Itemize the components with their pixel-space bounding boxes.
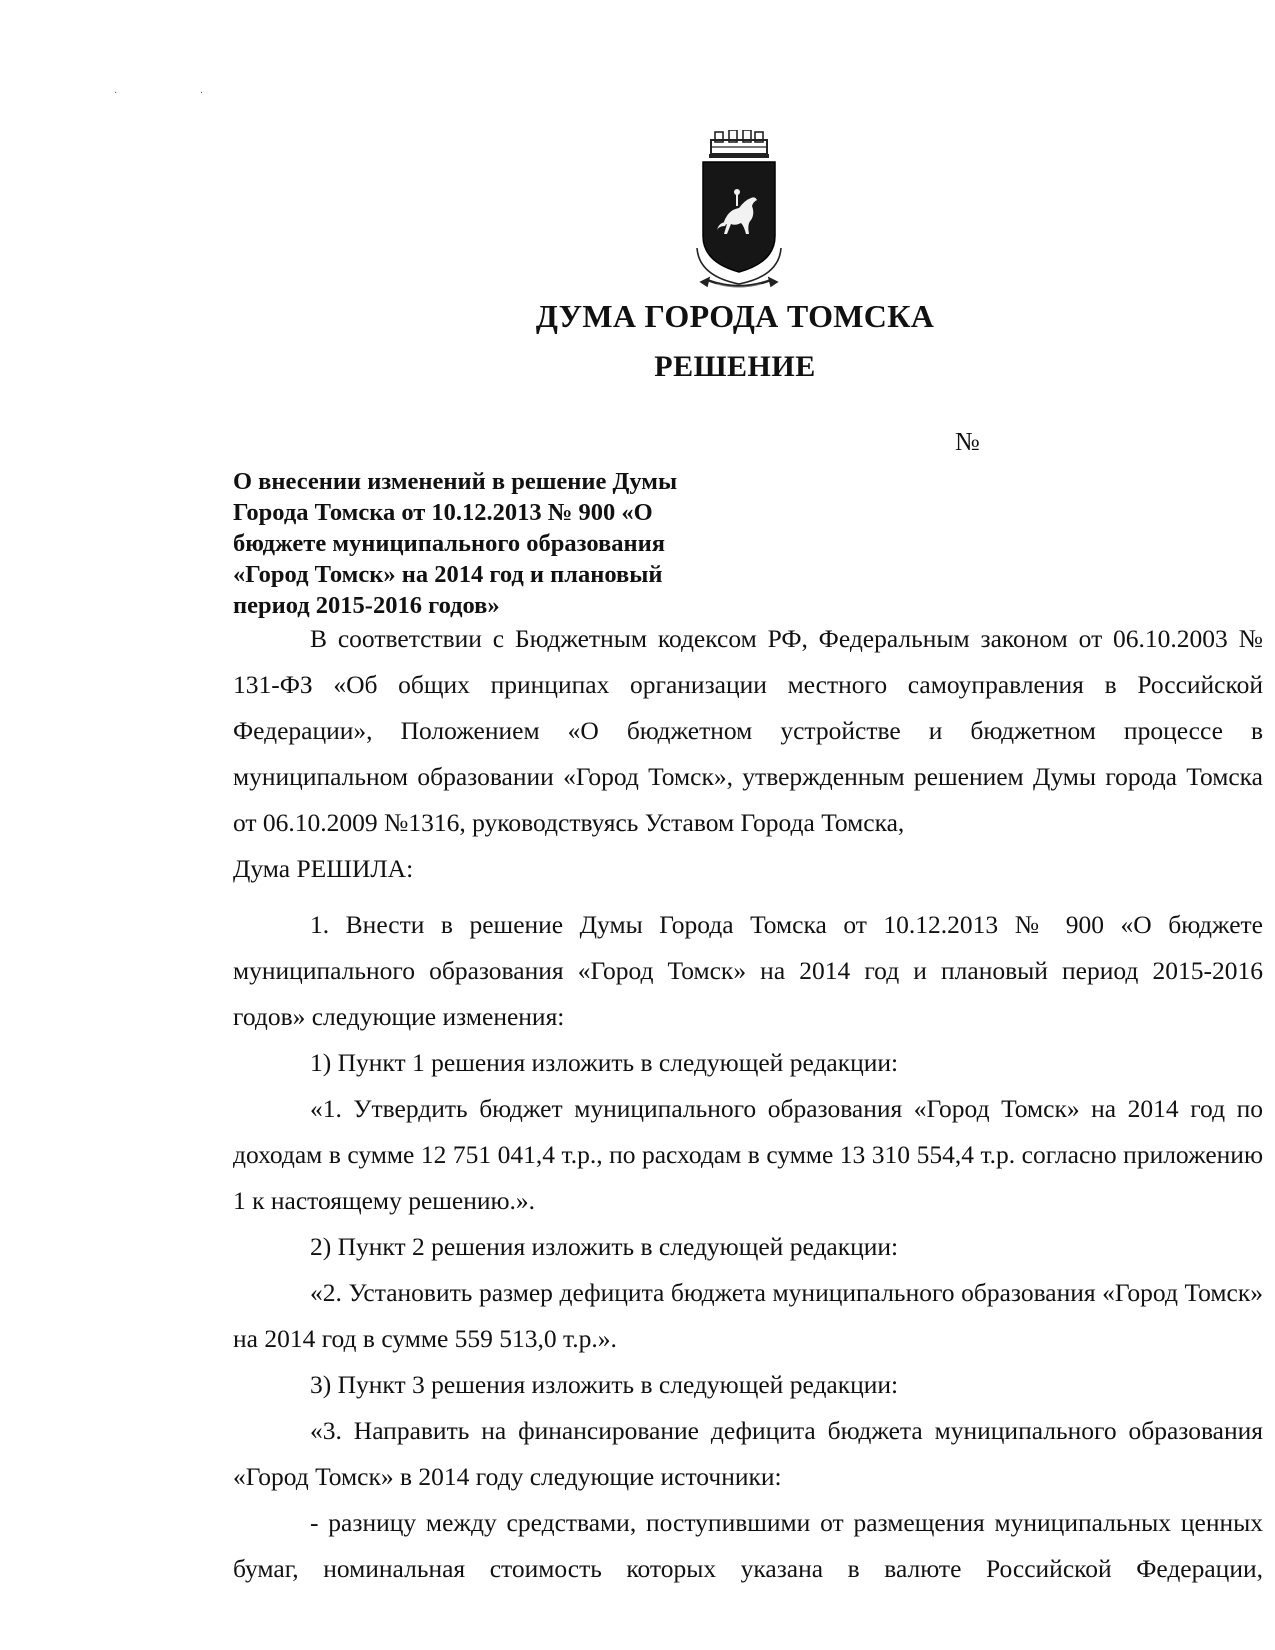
body-paragraph: 2) Пункт 2 решения изложить в следующей редакции: bbox=[310, 1232, 899, 1261]
resolved-heading-block bbox=[233, 846, 1263, 892]
preamble-block bbox=[233, 616, 1263, 846]
subject-line: «Город Томск» на 2014 год и плановый bbox=[233, 561, 663, 588]
decision-number-field: № bbox=[955, 427, 980, 456]
preamble-paragraph: В соответствии с Бюджетным кодексом РФ, Федеральным законом от 06.10.2003 № 131-ФЗ «Об общих принципах организации местного самоуправления в Российской Федерации», Положением «О бюджетном устройстве и бюджетном процессе в муниципальном образовании «Город Томск», утвержденным решением Думы города Томска от 06.10.2009 №1316, руководствуясь Уставом Города Томска, bbox=[233, 624, 1263, 837]
body-paragraph: «1. Утвердить бюджет муниципального образования «Город Томск» на 2014 год по доходам в сумме 12 751 041,4 т.р., по расходам в сумме 13 310 554,4 т.р. согласно приложению 1 к настоящему решению.». bbox=[233, 1094, 1263, 1215]
decision-subject bbox=[233, 466, 723, 621]
subject-line: О внесении изменений в решение Думы bbox=[233, 468, 678, 495]
body-paragraph: 3) Пункт 3 решения изложить в следующей редакции: bbox=[310, 1370, 899, 1399]
body-paragraph: «2. Установить размер дефицита бюджета муниципального образования «Город Томск» на 2014 год в сумме 559 513,0 т.р.». bbox=[233, 1278, 1263, 1353]
council-title: ДУМА ГОРОДА ТОМСКА bbox=[535, 298, 935, 334]
subject-line: бюджете муниципального образования bbox=[233, 530, 665, 557]
tomsk-coat-of-arms-emblem bbox=[689, 130, 789, 300]
scan-artifact-dots: · · bbox=[114, 88, 244, 99]
resolved-heading: Дума РЕШИЛА: bbox=[233, 854, 414, 883]
crown-icon bbox=[709, 130, 769, 158]
body-paragraph: «3. Направить на финансирование дефицита бюджета муниципального образования «Город Томск» в 2014 году следующие источники: bbox=[233, 1416, 1263, 1491]
subject-line: Города Томска от 10.12.2013 № 900 «О bbox=[233, 499, 653, 526]
subject-line: период 2015-2016 годов» bbox=[233, 592, 500, 619]
document-type-title: РЕШЕНИЕ bbox=[654, 350, 816, 383]
body-paragraph: 1) Пункт 1 решения изложить в следующей редакции: bbox=[310, 1048, 899, 1077]
body-paragraph: - разницу между средствами, поступившими от размещения муниципальных ценных бумаг, номинальная стоимость которых указана в валюте Российской Федерации, bbox=[233, 1508, 1263, 1583]
decision-body bbox=[233, 902, 1263, 1592]
body-paragraph: 1. Внести в решение Думы Города Томска от 10.12.2013 № 900 «О бюджете муниципального образования «Город Томск» на 2014 год и плановый период 2015-2016 годов» следующие изменения: bbox=[233, 910, 1263, 1031]
